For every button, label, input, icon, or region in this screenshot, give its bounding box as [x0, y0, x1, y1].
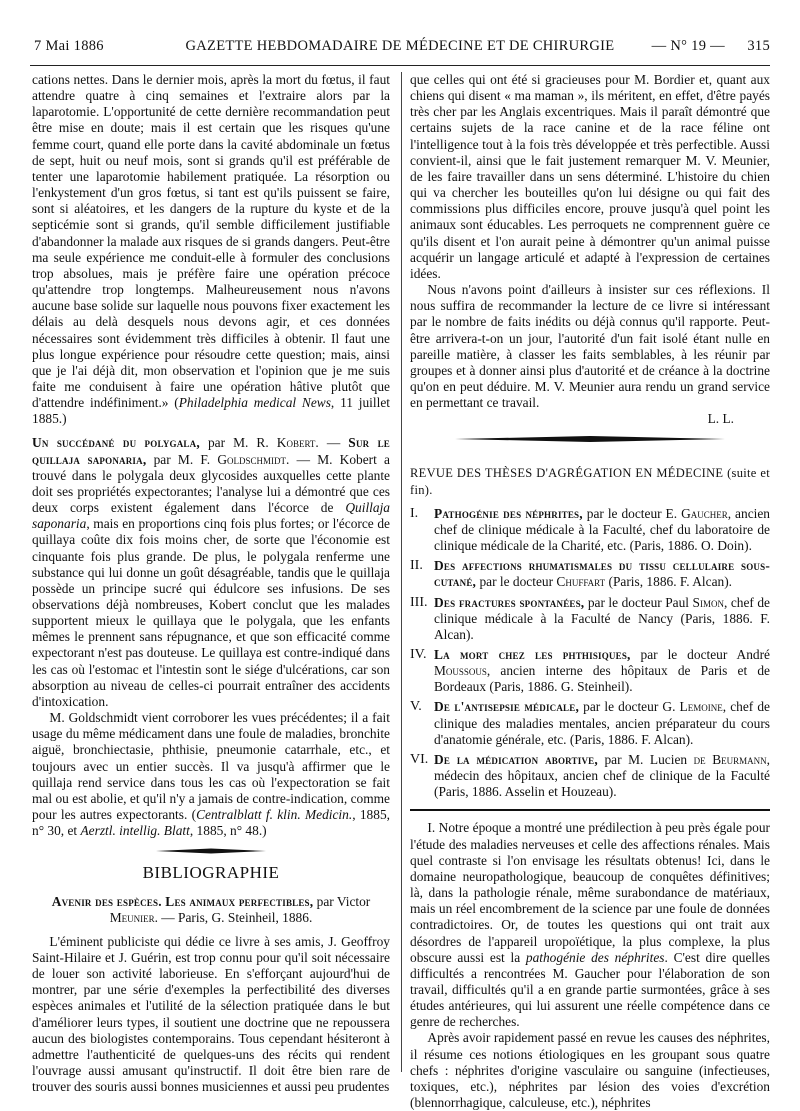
- ornament-rule-icon: [156, 847, 266, 855]
- header-page-number: 315: [747, 38, 770, 54]
- theses-list: [410, 506, 770, 801]
- thesis-entry: La mort chez les phthisiques, par le docteur André Moussous, ancien interne des hôpitaux de Paris et de Bordeaux (Paris, 1886. G. Steinheil).: [434, 647, 770, 695]
- thesis-number: V.: [410, 699, 422, 715]
- thesis-item: [410, 699, 770, 747]
- signature: L. L.: [707, 411, 734, 427]
- thesis-item: [410, 647, 770, 695]
- thesis-number: I.: [410, 505, 419, 521]
- paragraph-review-continued: que celles qui ont été si gracieuses pour M. Bordier et, quant aux chiens qui disent « ma maman », ils méritent, en effet, d'être payés très cher par les Anglais excentriques. Mais il paraît démontré que certains sujets de la race canine et de la race féline ont l'intelligence tout à la fois très développée et très perfectible. Aussi convient-il, ainsi que le fait justement remarquer M. V. Meunier, de les faire travailler dans un sens déterminé. L'histoire du chien qui va chercher les bouteilles qu'on lui désigne ou qui fait des commissions plus difficiles encore, prouve jusqu'à quel point les animaux sont éducables. Les perroquets ne comprennent guère ce qu'ils disent et l'on aurait peine à démontrer qu'un animal puisse acquérir un langage articulé et adapté à l'expression de certaines idées.: [410, 72, 770, 281]
- thesis-number: II.: [410, 558, 423, 574]
- paragraph-causes: Après avoir rapidement passé en revue les causes des néphrites, il résume ces notions étiologiques en les groupant sous quatre chefs : néphrites d'origine vasculaire ou sanguine (infectieuses, toxiques, etc.), néphrites par lésion des voies d'excrétion (blennorrhagique, calculeuse, etc.), néphrites: [410, 1030, 770, 1111]
- thesis-number: VI.: [410, 751, 429, 767]
- book-heading: Avenir des espèces. Les animaux perfectibles, par Victor Meunier. — Paris, G. Steinheil, 1886.: [51, 893, 371, 925]
- paragraph-nephrites: I. Notre époque a montré une prédilection à peu près égale pour l'étude des maladies nerveuses et celle des affections rénales. Mais quel contraste si l'on envisage les résultats obtenus! Ici, dans le domaine neuropathologique, beaucoup de conquêtes définitives; là, dans la pathologie rénale, même surabondance de matériaux, mais un réel encombrement de la science par une foule de données contradictoires. Or, de toutes les questions qui ont trait aux désordres de l'appareil uropoïétique, la plus complexe, la plus obscure aussi est la pathogénie des néphrites. C'est dire quelles difficultés a rencontrées M. Gaucher pour l'élaboration de son travail, difficultés qu'il a en grande partie surmontées, grâce à ses études antérieures, qui lui assurent une réelle compétence dans ce genre de recherches.: [410, 820, 771, 1030]
- thesis-item: [410, 558, 770, 590]
- paragraph-review-conclusion: Nous n'avons point d'ailleurs à insister sur ces réflexions. Il nous suffira de recommander la lecture de ce livre si intéressant par le nombre de faits inédits ou déjà connus qu'il rapporte. Peut-être arrivera-t-on un jour, l'autorité d'un fait isolé étant nulle en pareille matière, à classer les faits semblables, à les réunir par groupes et à donner ainsi plus d'autorité et de créance à la doctrine qu'on en peut déduire. M. V. Meunier aura rendu un grand service en permettant ce travail.: [410, 282, 770, 411]
- header-issue: — N° 19 —: [651, 38, 725, 54]
- section-title-bibliographie: BIBLIOGRAPHIE: [142, 863, 280, 883]
- paragraph-goldschmidt: M. Goldschmidt vient corroborer les vues précédentes; il a fait usage du même médicament dans une foule de maladies, bronchite aiguë, bronchiectasie, phthisie, pneumonie catarrhale, etc., et toujours avec un entier succès. Il va jusqu'à affirmer que le quillaja rend service dans tous les cas où l'expectoration se fait mal ou est abolie, et qu'il n'y a jamais de contre-indication, comme pour les autres expectorants. (Centralblatt f. klin. Medicin., 1885, n° 30, et Aerztl. intellig. Blatt, 1885, n° 48.): [32, 710, 390, 839]
- header-title: GAZETTE HEBDOMADAIRE DE MÉDECINE ET DE CHIRURGIE: [185, 38, 615, 54]
- thesis-entry: De la médication abortive, par M. Lucien de Beurmann, médecin des hôpitaux, ancien chef de clinique de la Faculté (Paris, 1886. Asselin et Houzeau).: [434, 751, 771, 800]
- thesis-item: [410, 595, 770, 643]
- thesis-entry: Pathogénie des néphrites, par le docteur E. Gaucher, ancien chef de clinique médicale à la Faculté, chef du laboratoire de clinique médicale de la Charité, etc. (Paris, 1886. O. Doin).: [434, 505, 770, 554]
- page-header: [30, 38, 770, 62]
- header-rule: [30, 65, 770, 66]
- thesis-item: [410, 506, 770, 554]
- thesis-number: III.: [410, 594, 428, 610]
- right-column: [410, 72, 770, 1111]
- thesis-item: [410, 752, 770, 800]
- ornament-rule-icon: [455, 435, 725, 443]
- column-divider: [401, 72, 402, 1072]
- thesis-entry: De l'antisepsie médicale, par le docteur G. Lemoine, chef de clinique des maladies mentales, ancien préparateur du cours d'anatomie générale, etc. (Paris, 1886. F. Alcan).: [434, 699, 770, 747]
- header-date: 7 Mai 1886: [34, 38, 104, 54]
- article-polygala: Un succédané du polygala, par M. R. Kobert. — Sur le quillaja saponaria, par M. F. Goldschmidt. — M. Kobert a trouvé dans le polygala deux glycosides auxquelles cette plante doit ses propriétés expectorantes; l'analyse lui a démontré que ces deux corps existent également dans l'écorce de Quillaja saponaria, mais en proportions cinq fois plus fortes; or l'écorce de quillaya coûte dix fois moins cher, de sorte que l'économie est cinquante fois plus grande. De plus, le polygala renferme une substance qui lui donne un goût désagréable, tandis que le quillaja possède un principe sucré qui édulcore ses infusions. De ses observations déjà nombreuses, Kobert conclut que les malades supportent mieux le quillaya que le polygala, que les enfants mêmes le prennent sans répugnance, et que son efficacité comme expectorant n'est pas douteuse. Le quillaya est contre-indiqué dans les cas où l'estomac et l'intestin sont le siége d'ulcérations, car son absorption au niveau de celles-ci pourrait entraîner des accidents d'intoxication.: [32, 435, 391, 709]
- thesis-number: IV.: [410, 647, 427, 662]
- thesis-entry: Des fractures spontanées, par le docteur Paul Simon, chef de clinique médicale à la Faculté de Nancy (Paris, 1886. F. Alcan).: [434, 594, 770, 642]
- left-column: [32, 72, 390, 1095]
- thesis-entry: Des affections rhumatismales du tissu cellulaire sous-cutané, par le docteur Chuffart (Paris, 1886. F. Alcan).: [434, 558, 770, 590]
- section-rule: [410, 808, 770, 812]
- paragraph-laparotomy: cations nettes. Dans le dernier mois, après la mort du fœtus, il faut attendre quatre à cinq semaines et l'extraire alors par la laparotomie. L'opportunité de cette dernière recommandation peut être mise en doute; mais il est certain que les risques qu'une femme court, quand elle porte dans la cavité abdominale un fœtus de sept, huit ou neuf mois, sont si grands qu'il est préférable de tenter une laparotomie habilement pratiquée. La résorption ou l'enkystement d'un gros fœtus, si tant est qu'ils puissent se faire, sont si aléatoires, et les dangers de la rupture du kyste et de la septicémie sont si grands, qu'il semble difficilement justifiable d'abandonner la malade aux risques de si grands dangers. Peut-être ma seule expérience me conduit-elle à formuler des conclusions trop absolues, mais je préfère faire une opération précoce qu'attendre trop longtemps. Malheureusement nous n'avons aucune base solide sur laquelle nous pouvons fixer exactement les délais au delà desquels nous devons agir, et ces données nécessaires sont évidemment très difficiles à obtenir. Il faut une plus longue expérience pour résoudre cette question; mais, ainsi que je l'ai déjà dit, mon observation et l'opinion que je me suis faite me conduisent à faire une opération hâtive plutôt que d'attendre indéfiniment.» (Philadelphia medical News, 11 juillet 1885.): [32, 72, 390, 427]
- paragraph-book-review: L'éminent publiciste qui dédie ce livre à ses amis, J. Geoffroy Saint-Hilaire et J. Guérin, est trop connu pour qu'il soit nécessaire de louer son activité laborieuse. En s'efforçant aujourd'hui de montrer, par une série d'exemples la perfectibilité des diverses espèces animales et l'utilité de la sélection pratiquée dans le but d'améliorer leurs types, il soutient une doctrine que ne repoussera aucun des biologistes contemporains. Tous cependant hésiteront à admettre l'authenticité de quelques-uns des récits qui rendent l'ouvrage aussi amusant qu'instructif. Il doit être bien rare de trouver des souris aussi bonnes musiciennes et aussi peu prudentes: [32, 933, 390, 1095]
- rubric-theses: REVUE DES THÈSES D'AGRÉGATION EN MÉDECINE (suite et fin).: [410, 466, 770, 497]
